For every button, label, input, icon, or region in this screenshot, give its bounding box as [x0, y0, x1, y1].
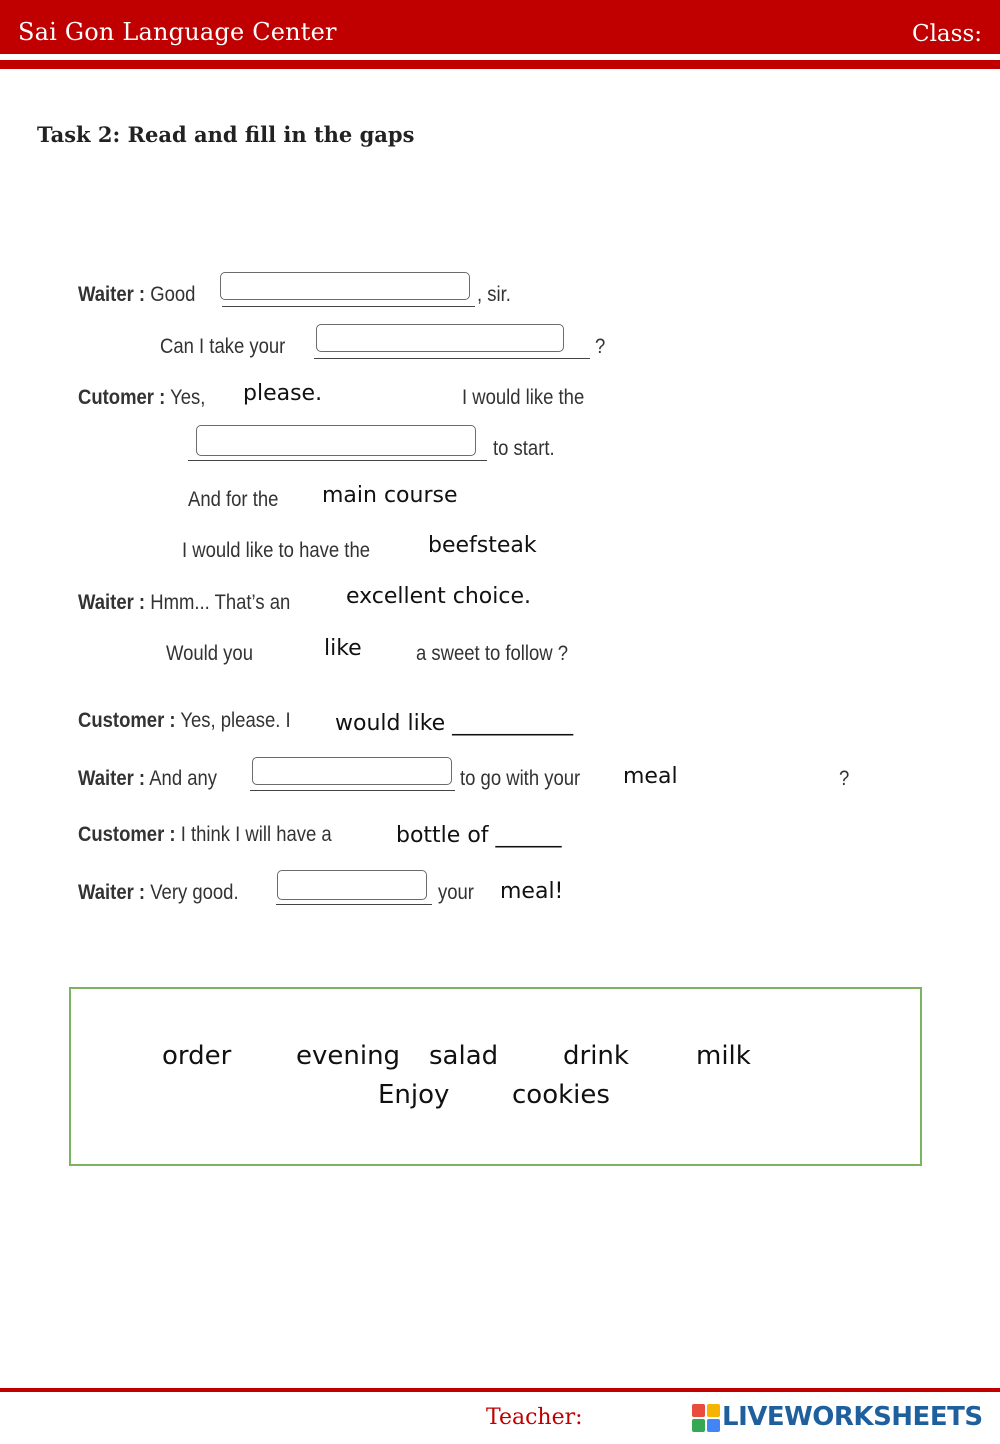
- line-1: [78, 283, 195, 307]
- word-bank-item: order: [162, 1041, 232, 1071]
- blank-line: [314, 358, 590, 359]
- speaker-waiter: Waiter :: [78, 283, 146, 306]
- line-1-text: Good: [150, 283, 196, 306]
- speaker-waiter: Waiter :: [78, 881, 146, 904]
- gap-input-1[interactable]: [220, 272, 470, 300]
- answer-beefsteak: beefsteak: [428, 533, 537, 558]
- word-bank-box: [69, 987, 922, 1166]
- line-10-mid: to go with your: [460, 767, 581, 790]
- line-9-text: Yes, please. I: [180, 709, 291, 732]
- answer-excellent-choice: excellent choice.: [346, 584, 531, 609]
- speaker-customer: Customer :: [78, 709, 176, 732]
- line-3-end: I would like the: [462, 386, 585, 409]
- blank-line: [250, 790, 455, 791]
- line-4-end: to start.: [493, 437, 555, 460]
- line-3: [78, 386, 205, 410]
- line-9: [78, 709, 291, 733]
- line-8-text: Would you: [166, 642, 253, 665]
- speaker-waiter: Waiter :: [78, 767, 146, 790]
- line-12-text: Very good.: [150, 881, 239, 904]
- line-10-end: ?: [839, 767, 850, 790]
- speaker-customer: Cutomer :: [78, 386, 166, 409]
- line-7: [78, 591, 290, 615]
- line-12: [78, 881, 239, 905]
- header-divider: [0, 60, 1000, 69]
- class-label: Class:: [911, 21, 982, 47]
- line-5-text: And for the: [188, 488, 279, 511]
- line-7-text: Hmm... That’s an: [150, 591, 291, 614]
- line-2-text: Can I take your: [160, 335, 286, 358]
- line-10: [78, 767, 217, 791]
- answer-please: please.: [243, 381, 323, 406]
- line-11: [78, 823, 332, 847]
- line-8-end: a sweet to follow ?: [416, 642, 569, 665]
- gap-input-4[interactable]: [252, 757, 452, 785]
- word-bank-item: cookies: [512, 1080, 610, 1110]
- line-11-text: I think I will have a: [180, 823, 332, 846]
- word-bank-item: drink: [563, 1041, 629, 1071]
- center-name: Sai Gon Language Center: [18, 18, 337, 46]
- blank-line: [276, 904, 432, 905]
- task-title: Task 2: Read and fill in the gaps: [37, 122, 415, 147]
- word-bank-item: evening: [296, 1041, 401, 1071]
- teacher-label: Teacher:: [486, 1405, 583, 1430]
- footer-divider: [0, 1388, 1000, 1392]
- line-2-end: ?: [595, 335, 606, 358]
- word-bank-item: salad: [429, 1041, 499, 1071]
- answer-main-course: main course: [322, 483, 458, 508]
- blank-line: [222, 306, 475, 307]
- gap-input-2[interactable]: [316, 324, 564, 352]
- answer-meal-exclaim: meal!: [500, 879, 564, 904]
- word-bank-item: Enjoy: [378, 1080, 450, 1110]
- answer-bottle-of: bottle of ______: [396, 823, 562, 848]
- speaker-waiter: Waiter :: [78, 591, 146, 614]
- answer-would-like: would like ___________: [335, 711, 574, 736]
- line-3-text: Yes,: [170, 386, 206, 409]
- liveworksheets-brand: LIVEWORKSHEETS: [722, 1402, 983, 1432]
- line-6-text: I would like to have the: [182, 539, 371, 562]
- gap-input-3[interactable]: [196, 425, 476, 456]
- line-1-end: , sir.: [477, 283, 511, 306]
- liveworksheets-logo-icon: [692, 1404, 720, 1432]
- speaker-customer: Customer :: [78, 823, 176, 846]
- word-bank-item: milk: [696, 1041, 751, 1071]
- answer-meal: meal: [623, 764, 678, 789]
- line-10-text: And any: [149, 767, 218, 790]
- blank-line: [188, 460, 487, 461]
- answer-like: like: [324, 636, 362, 661]
- line-12-mid: your: [438, 881, 474, 904]
- gap-input-5[interactable]: [277, 870, 427, 900]
